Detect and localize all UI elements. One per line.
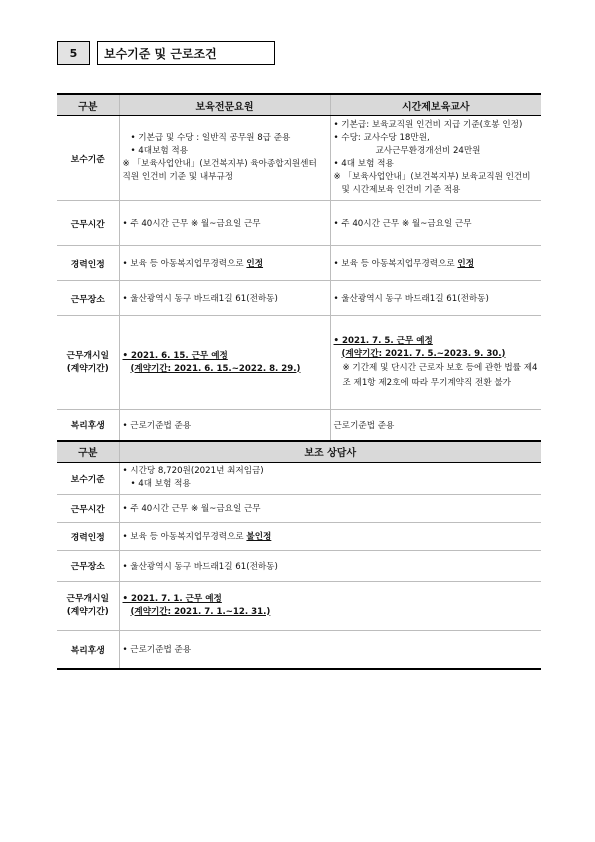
row2-welfare — [57, 630, 541, 669]
row-label: 보수기준 — [57, 462, 119, 494]
row-label: 근무시간 — [57, 201, 119, 246]
row2-hours — [57, 494, 541, 522]
label-line: 근무개시일 — [66, 350, 109, 361]
label-line: 근무개시일 — [66, 593, 109, 604]
text-line: • 4대보험 적용 — [130, 146, 189, 156]
table2-header-row — [57, 441, 541, 463]
header-category: 구분 — [57, 94, 119, 116]
cell2-career — [119, 522, 541, 550]
row-label: 복리후생 — [57, 410, 119, 441]
cell-welfare-a: • 근로기준법 준용 — [119, 410, 330, 441]
text-line: • 기본급 및 수당 : 일반직 공무원 8급 준용 — [130, 133, 291, 143]
text-line: 및 시간제보육 인건비 기준 적용 — [341, 185, 461, 195]
row-label — [57, 581, 119, 630]
row-career — [57, 246, 541, 281]
row-welfare — [57, 410, 541, 441]
cell2-place: • 울산광역시 동구 바드래1길 61(전하동) — [119, 550, 541, 581]
contract-period: (계약기간: 2021. 6. 15.~2022. 8. 29.) — [130, 363, 301, 374]
contract-period: (계약기간: 2021. 7. 1.~12. 31.) — [130, 606, 271, 617]
start-date: • 2021. 7. 5. 근무 예정 — [333, 335, 433, 346]
row-hours — [57, 201, 541, 246]
contract-period: (계약기간: 2021. 7. 5.~2023. 9. 30.) — [341, 348, 506, 359]
conditions-table — [57, 93, 541, 670]
contract-note: ※ 기간제 및 단시간 근로자 보호 등에 관한 법률 제4조 제1항 제2호에 따라 무기계약직 전환 불가 — [342, 362, 538, 388]
label-line: (계약기간) — [66, 606, 109, 617]
start-date: • 2021. 7. 1. 근무 예정 — [122, 593, 222, 604]
cell-pay-b — [330, 116, 541, 201]
text-line: 교사근무환경개선비 24만원 — [375, 146, 481, 156]
text-line: ※ 「보육사업안내」(보건복지부) 육아종합지원센터 — [122, 159, 317, 169]
header-category: 구분 — [57, 441, 119, 463]
cell2-start — [119, 581, 541, 630]
career-text: • 보육 등 아동복지업무경력으로 — [333, 259, 458, 269]
start-date: • 2021. 6. 15. 근무 예정 — [122, 350, 228, 361]
cell2-welfare: • 근로기준법 준용 — [119, 630, 541, 669]
cell-hours-b: • 주 40시간 근무 ※ 월~금요일 근무 — [330, 201, 541, 246]
row-pay — [57, 116, 541, 201]
text-line: • 4대 보험 적용 — [333, 159, 394, 169]
text-line: • 수당: 교사수당 18만원, — [333, 133, 430, 143]
section-title: 보수기준 및 근로조건 — [97, 41, 275, 65]
cell-pay-a — [119, 116, 330, 201]
row2-career — [57, 522, 541, 550]
row-place — [57, 281, 541, 316]
text-line: ※ 「보육사업안내」(보건복지부) 보육교직원 인건비 — [333, 172, 531, 182]
row-label: 보수기준 — [57, 116, 119, 201]
row2-start — [57, 581, 541, 630]
header-parttime-teacher: 시간제보육교사 — [330, 94, 541, 116]
cell2-hours: • 주 40시간 근무 ※ 월~금요일 근무 — [119, 494, 541, 522]
cell-welfare-b: 근로기준법 준용 — [330, 410, 541, 441]
cell-place-b: • 울산광역시 동구 바드래1길 61(전하동) — [330, 281, 541, 316]
cell-career-a — [119, 246, 330, 281]
career-status: 인정 — [457, 259, 475, 269]
header-childcare-specialist: 보육전문요원 — [119, 94, 330, 116]
cell-hours-a: • 주 40시간 근무 ※ 월~금요일 근무 — [119, 201, 330, 246]
cell-start-b — [330, 316, 541, 410]
row-start — [57, 316, 541, 410]
row-label: 경력인정 — [57, 246, 119, 281]
career-status: 불인정 — [246, 532, 272, 542]
row-label: 근무장소 — [57, 281, 119, 316]
header-assistant-counselor: 보조 상담사 — [119, 441, 541, 463]
label-line: (계약기간) — [66, 363, 109, 374]
section-header — [57, 41, 275, 65]
row-label — [57, 316, 119, 410]
career-text: • 보육 등 아동복지업무경력으로 — [122, 532, 247, 542]
row-label: 경력인정 — [57, 522, 119, 550]
cell-place-a: • 울산광역시 동구 바드래1길 61(전하동) — [119, 281, 330, 316]
cell2-pay — [119, 462, 541, 494]
row-label: 근무장소 — [57, 550, 119, 581]
text-line: • 시간당 8,720원(2021년 최저임금) — [122, 466, 264, 476]
text-line: 직원 인건비 기준 및 내부규정 — [122, 172, 234, 182]
text-line: • 기본급: 보육교직원 인건비 지급 기준(호봉 인정) — [333, 120, 523, 130]
text-line: • 4대 보험 적용 — [130, 479, 191, 489]
row-label: 복리후생 — [57, 630, 119, 669]
row2-pay — [57, 462, 541, 494]
career-status: 인정 — [246, 259, 264, 269]
cell-career-b — [330, 246, 541, 281]
cell-start-a — [119, 316, 330, 410]
section-number: 5 — [57, 41, 90, 65]
career-text: • 보육 등 아동복지업무경력으로 — [122, 259, 247, 269]
row-label: 근무시간 — [57, 494, 119, 522]
row2-place — [57, 550, 541, 581]
table1-header-row — [57, 94, 541, 116]
